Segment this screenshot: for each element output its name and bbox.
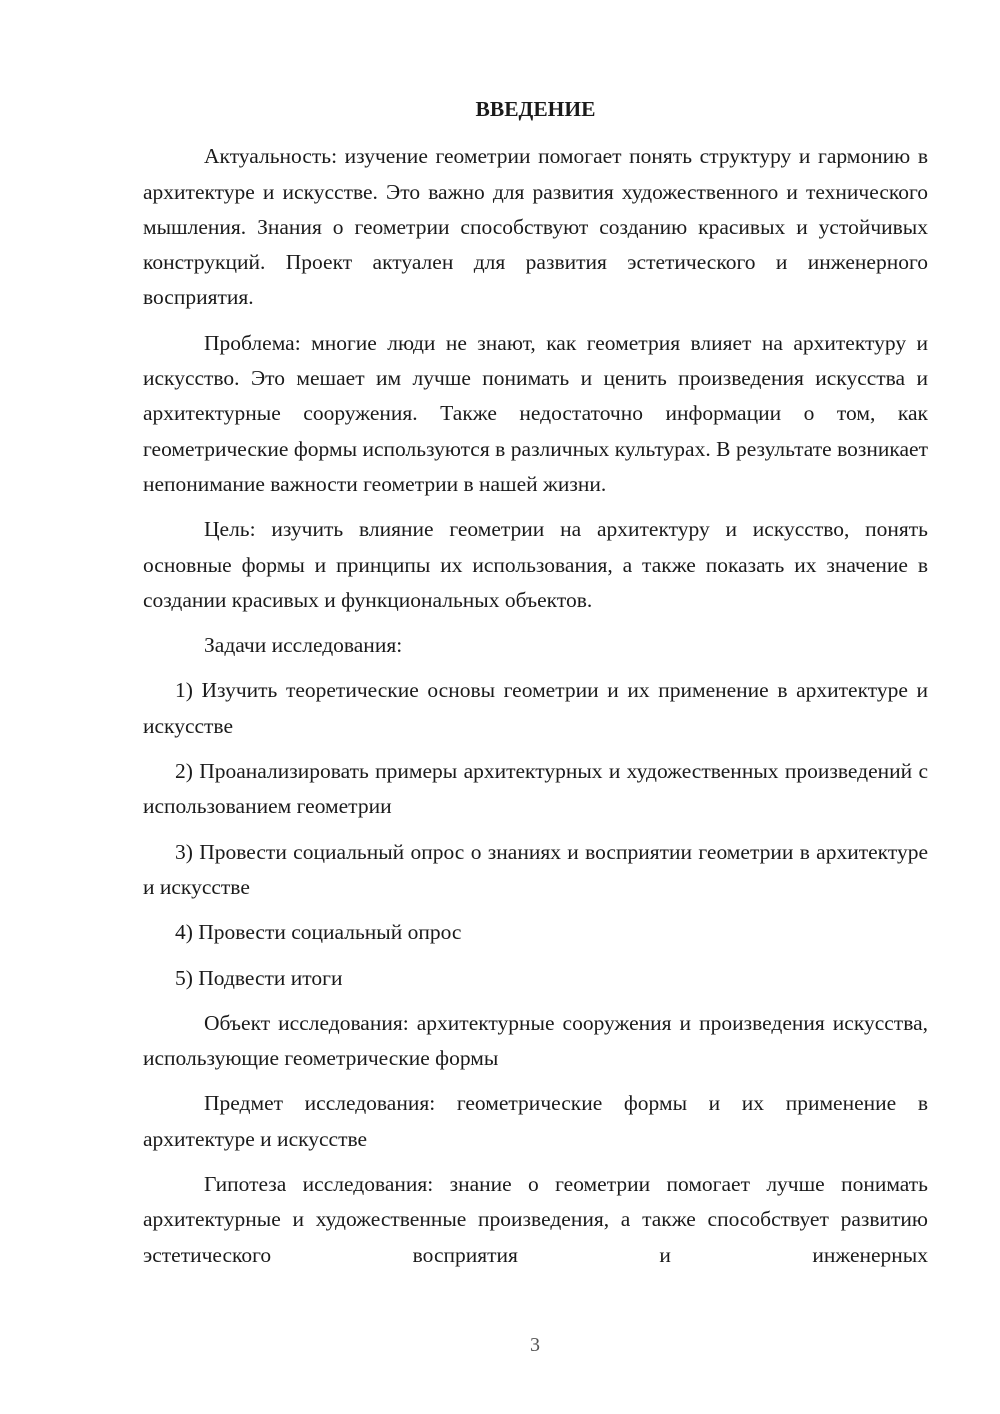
relevance-paragraph: Актуальность: изучение геометрии помогает понять структуру и гармонию в архитектуре и искусстве. Это важно для развития художественного и технического мышления. Знания о геометрии способствуют созданию красивых и устойчивых конструкций. Проект актуален для развития эстетического и инженерного восприятия.	[143, 144, 928, 310]
tasks-list	[143, 673, 928, 995]
task-item: 3) Провести социальный опрос о знаниях и восприятии геометрии в архитектуре и искусстве	[143, 839, 928, 899]
subject-paragraph: Предмет исследования: геометрические формы и их применение в архитектуре и искусстве	[143, 1091, 928, 1151]
tasks-heading: Задачи исследования:	[204, 633, 403, 658]
object-paragraph: Объект исследования: архитектурные сооружения и произведения искусства, использующие геометрические формы	[143, 1010, 928, 1071]
task-item: 1) Изучить теоретические основы геометрии и их применение в архитектуре и искусстве	[143, 678, 928, 738]
task-item: 2) Проанализировать примеры архитектурных и художественных произведений с использованием геометрии	[143, 759, 928, 819]
hypothesis-paragraph: Гипотеза исследования: знание о геометрии помогает лучше понимать архитектурные и художественные произведения, а также способствует развитию эстетического восприятия и инженерных	[143, 1172, 928, 1267]
goal-paragraph: Цель: изучить влияние геометрии на архитектуру и искусство, понять основные формы и принципы их использования, а также показать их значение в создании красивых и функциональных объектов.	[143, 517, 928, 612]
task-item: 5) Подвести итоги	[175, 965, 343, 990]
document-body	[143, 92, 928, 1273]
page-number: 3	[530, 1334, 540, 1356]
problem-paragraph: Проблема: многие люди не знают, как геометрия влияет на архитектуру и искусство. Это мешает им лучше понимать и ценить произведения искусства и архитектурные сооружения. Также недостаточно информации о том, как геометрические формы используются в различных культурах. В результате возникает непонимание важности геометрии в нашей жизни.	[143, 330, 928, 496]
section-title: ВВЕДЕНИЕ	[475, 97, 596, 121]
task-item: 4) Провести социальный опрос	[175, 920, 462, 945]
